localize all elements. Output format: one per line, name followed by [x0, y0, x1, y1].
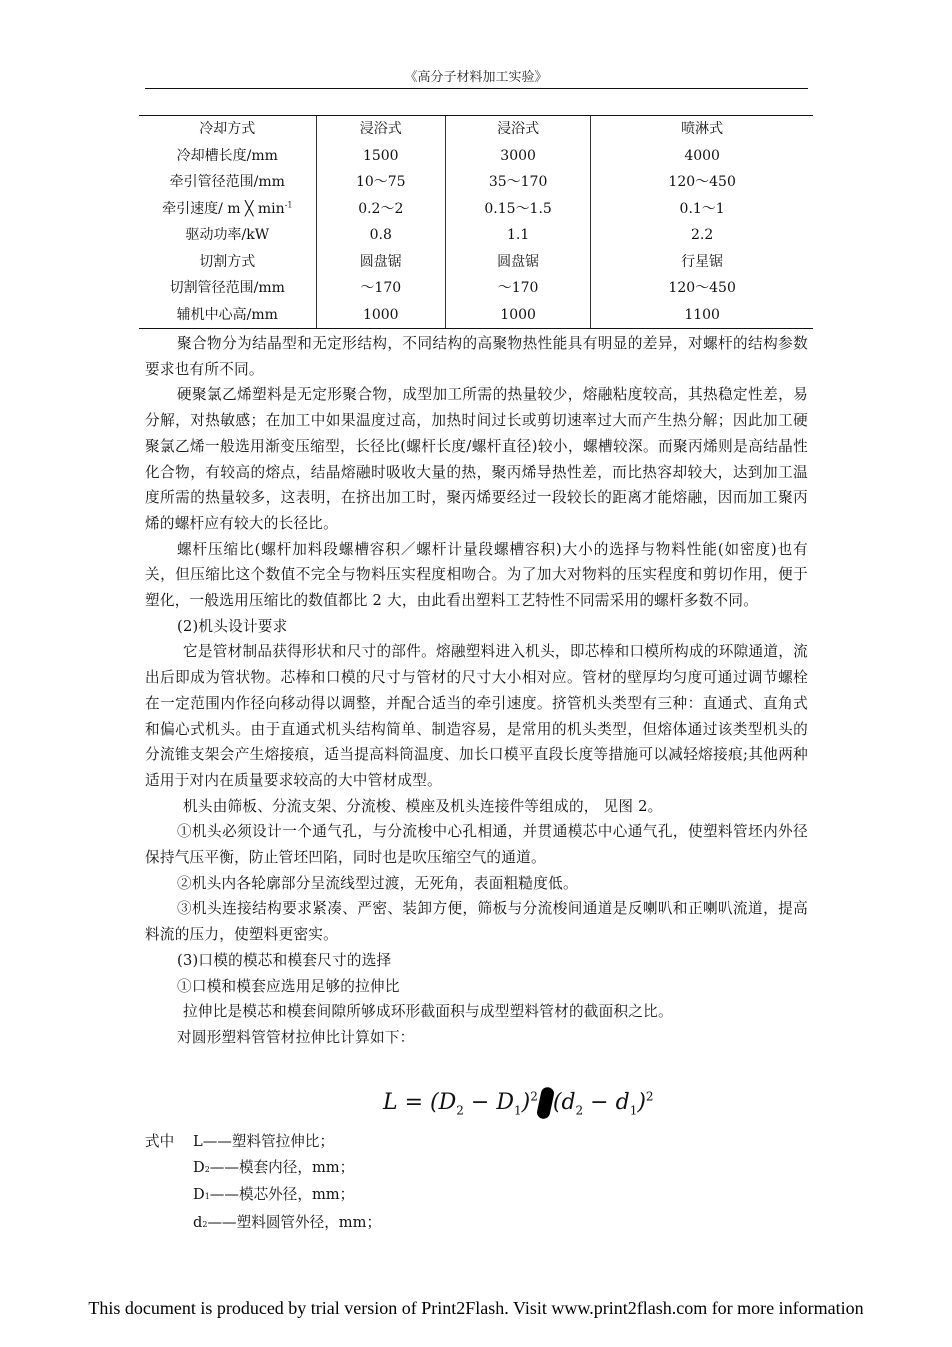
list-item: ③机头连接结构要求紧凑、严密、装卸方便，筛板与分流梭间通道是反喇叭和正喇叭流道，提高料流的压力，使塑料更密实。: [145, 900, 808, 944]
spec-table: [139, 115, 813, 329]
table-cell: 4000: [591, 143, 813, 170]
table-cell: 浸浴式: [316, 116, 445, 143]
table-cell: 0.1～1: [591, 196, 813, 223]
table-cell: 驱动功率/kW: [185, 227, 270, 244]
definition-row: 式中 L——塑料管拉伸比；: [145, 1129, 381, 1155]
table-row: [139, 196, 813, 223]
paragraph: 它是管材制品获得形状和尺寸的部件。熔融塑料进入机头，即芯棒和口模所构成的环隙通道，流出后即成为管状物。芯棒和口模的尺寸与管材的尺寸大小相对应。管材的壁厚均匀度可通过调节螺栓在一定范围内作径向移动得以调整，并配合适当的牵引速度。挤管机头类型有三种：直通式、直角式和偏心式机头。由于直通式机头结构简单、制造容易，是常用的机头类型，但熔体通过该类型机头的分流锥支架会产生熔接痕，适当提高料筒温度、加长口模平直段长度等措施可以减轻熔接痕;其他两种适用于对内在质量要求较高的大中管材成型。: [145, 643, 808, 789]
list-item: ①机头必须设计一个通气孔，与分流梭中心孔相通，并贯通模芯中心通气孔，使塑料管坯内外径保持气压平衡，防止管坯凹陷，同时也是吹压缩空气的通道。: [145, 823, 808, 867]
table-cell: 辅机中心高/mm: [139, 302, 316, 329]
paragraph: 硬聚氯乙烯塑料是无定形聚合物，成型加工所需的热量较少，熔融粘度较高，其热稳定性差，易分解，对热敏感；在加工中如果温度过高，加热时间过长或剪切速率过大而产生热分解；因此加工硬聚氯乙烯一般选用渐变压缩型，长径比(螺杆长度/螺杆直径)较小，螺槽较深。而聚丙烯则是高结晶性化合物，有较高的熔点，结晶熔融时吸收大量的热，聚丙烯导热性差，而比热容却较大，达到加工温度所需的热量较多，这表明，在挤出加工时，聚丙烯要经过一段较长的距离才能熔融，因而加工聚丙烯的螺杆应有较大的长径比。: [145, 386, 808, 532]
definition-lead: 式中: [145, 1133, 175, 1150]
table-row: [139, 116, 813, 143]
table-cell: 圆盘锯: [445, 249, 590, 276]
table-cell: 1000: [445, 302, 590, 329]
table-cell: 1500: [316, 143, 445, 170]
table-cell: 切割管径范围/mm: [169, 280, 285, 297]
definition-row: D1——模芯外径，mm；: [193, 1186, 355, 1203]
table-cell: 喷淋式: [591, 116, 813, 143]
table-cell: 牵引管径范围/mm: [169, 174, 285, 191]
table-cell: 0.15～1.5: [445, 196, 590, 223]
table-cell: ～170: [445, 275, 590, 302]
page-header-title: 《高分子材料加工实验》: [404, 70, 548, 85]
paragraph: 螺杆压缩比(螺杆加料段螺槽容积／螺杆计量段螺槽容积)大小的选择与物料性能(如密度)也有关，但压缩比这个数值不完全与物料压实程度相吻合。为了加大对物料的压实程度和剪切作用，便于塑化，一般选用压缩比的数值都比 2 大，由此看出塑料工艺特性不同需采用的螺杆多数不同。: [145, 540, 808, 610]
table-cell: 1.1: [445, 222, 590, 249]
draw-ratio-formula: $L = (D_2 - D_1)^2$ $(d_2 - d_1)^2$: [383, 1087, 654, 1119]
symbol-definitions: [145, 1129, 381, 1237]
list-item: ②机头内各轮廓部分呈流线型过渡，无死角，表面粗糙度低。: [177, 874, 578, 892]
table-cell: 3000: [445, 143, 590, 170]
list-item: ①口模和模套应选用足够的拉伸比: [177, 977, 400, 995]
table-row: [139, 249, 813, 276]
table-cell: 120～450: [591, 275, 813, 302]
table-cell: 1000: [316, 302, 445, 329]
table-cell: 2.2: [591, 222, 813, 249]
table-cell: 圆盘锯: [316, 249, 445, 276]
body-text: [145, 331, 808, 1051]
paragraph: 机头由筛板、分流支架、分流梭、模座及机头连接件等组成的， 见图 2。: [183, 797, 663, 815]
table-cell: 冷却槽长度/mm: [176, 147, 278, 164]
table-cell: 0.8: [316, 222, 445, 249]
table-row: [139, 169, 813, 196]
section-heading: (2)机头设计要求: [177, 617, 288, 635]
unit-exponent: -1: [284, 200, 293, 210]
table-cell: 切割方式: [199, 253, 256, 270]
table-row: [139, 275, 813, 302]
definition-row: D2——模套内径，mm；: [193, 1158, 355, 1176]
definition-row: d2——塑料圆管外径，mm；: [193, 1213, 382, 1231]
header-rule: [145, 88, 808, 89]
table-cell: 1100: [591, 302, 813, 329]
section-heading: (3)口模的模芯和模套尺寸的选择: [177, 951, 392, 969]
paragraph: 对圆形塑料管管材拉伸比计算如下：: [177, 1028, 415, 1046]
speed-unit-label: 牵引速度/ m ╳ min: [162, 200, 285, 217]
trial-watermark-footer: This document is produced by trial version of Print2Flash. Visit www.print2flash.com for more information: [88, 1298, 864, 1318]
table-cell: 行星锯: [591, 249, 813, 276]
table-row: [139, 143, 813, 170]
table-row: [139, 222, 813, 249]
table-cell: [139, 196, 316, 223]
table-cell: 0.2～2: [316, 196, 445, 223]
paragraph: 拉伸比是模芯和模套间隙所够成环形截面积与成型塑料管材的截面积之比。: [183, 1003, 673, 1021]
table-cell: 浸浴式: [445, 116, 590, 143]
table-row: [139, 302, 813, 329]
paragraph: 聚合物分为结晶型和无定形结构，不同结构的高聚物热性能具有明显的差异，对螺杆的结构参数要求也有所不同。: [145, 335, 808, 378]
table-cell: ～170: [316, 275, 445, 302]
table-cell: 冷却方式: [139, 116, 316, 143]
table-cell: 120～450: [591, 169, 813, 196]
table-cell: 10～75: [316, 169, 445, 196]
table-cell: 35～170: [445, 169, 590, 196]
